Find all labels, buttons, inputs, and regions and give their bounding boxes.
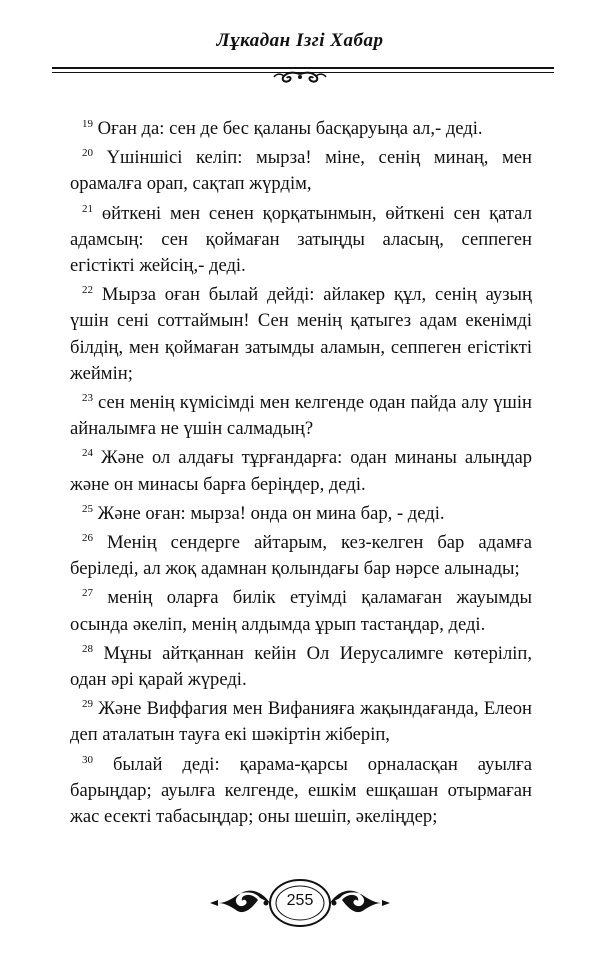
verse-number: 29 <box>82 698 93 711</box>
verse-body <box>70 116 532 833</box>
verse-text: былай деді: қарама-қарсы орналасқан ауылға барыңдар; ауылға келгенде, ешкім ешқашан отырмаған жас есекті табасыңдар; оны шешіп, әкеліңдер; <box>70 753 532 828</box>
verse <box>70 696 532 748</box>
verse-text: Мұны айтқаннан кейін Ол Иерусалимге көтеріліп, одан әрі қарай жүреді. <box>70 642 532 691</box>
verse <box>70 282 532 387</box>
verse <box>70 501 532 527</box>
page-footer-ornament <box>200 878 400 928</box>
verse-number: 28 <box>82 642 93 655</box>
ornament-icon <box>270 70 330 86</box>
verse-text: менің оларға билік етуімді қаламаған жауымды осында әкеліп, менің алдымда ұрып тастаңдар, деді. <box>70 587 532 635</box>
verse-text: Үшіншісі келіп: мырза! міне, сенің минаң, мен орамалға орап, сақтап жүрдім, <box>70 147 532 195</box>
verse-number: 23 <box>82 392 93 405</box>
verse <box>70 585 532 637</box>
verse-text: Оған да: сен де бес қаланы басқаруыңа ал,- деді. <box>97 118 483 139</box>
verse <box>70 445 532 497</box>
verse-number: 30 <box>82 753 93 766</box>
verse <box>70 390 532 442</box>
verse <box>70 116 532 142</box>
verse-number: 21 <box>82 202 93 215</box>
verse-number: 27 <box>82 587 93 600</box>
verse-number: 20 <box>82 147 93 160</box>
verse-text: өйткені мен сенен қорқатынмын, өйткені сен қатал адамсың: сен қоймаған затыңды аласың, сеппеген егістікті жейсің,- деді. <box>70 202 532 277</box>
verse-number: 25 <box>82 502 93 515</box>
verse <box>70 201 532 280</box>
verse-number: 26 <box>82 532 93 545</box>
verse-text: Және оған: мырза! онда он мина бар, - деді. <box>97 502 445 524</box>
verse <box>70 641 532 693</box>
verse-text: Мырза оған былай дейді: айлакер құл, сенің аузың үшін сені соттаймын! Сен менің қатыгез адам екенімді білдің, мен қоймаған затымды аламын, сеппеген егістікті жеймін; <box>70 284 532 384</box>
header-rule-thick <box>52 67 554 69</box>
verse-number: 22 <box>82 284 93 297</box>
page-number: 255 <box>286 892 314 909</box>
verse-number: 19 <box>82 118 93 130</box>
verse-text: Және ол алдағы тұрғандарға: одан минаны алыңдар және он минасы барға беріңдер, деді. <box>70 447 533 495</box>
verse <box>70 752 532 831</box>
verse <box>70 530 532 582</box>
verse <box>70 145 532 197</box>
verse-text: Және Виффагия мен Вифанияға жақындағанда, Елеон деп аталатын тауға екі шәкіртін жіберіп, <box>70 698 532 746</box>
verse-text: сен менің күмісімді мен келгенде одан пайда алу үшін айналымға не үшін салмадың? <box>70 392 532 440</box>
running-header-title: Лұкадан Ізгі Хабар <box>216 30 384 51</box>
verse-text: Менің сендерге айтарым, кез-келген бар адамға беріледі, ал жоқ адамнан қолындағы бар нәрсе алынады; <box>70 532 532 580</box>
verse-number: 24 <box>82 447 93 460</box>
